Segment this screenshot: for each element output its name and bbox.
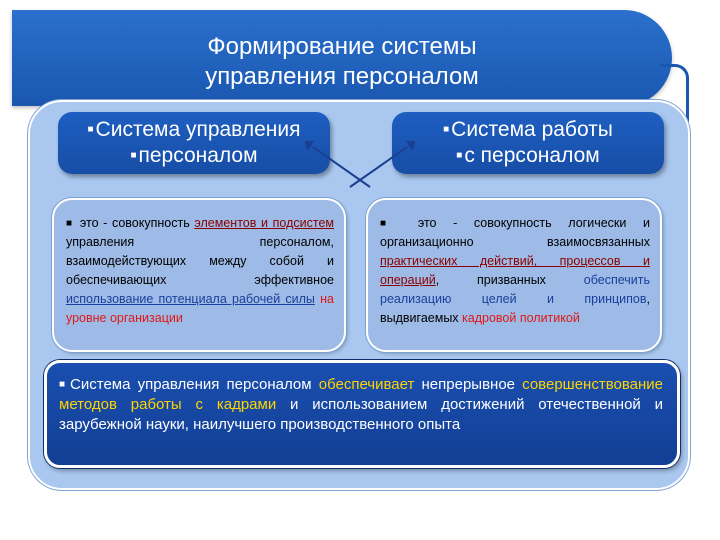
def-right-t1: это - совокупность логически и организационно взаимосвязанных — [380, 216, 650, 250]
left-header-line-1: Система управления — [95, 118, 301, 141]
header-personnel-management-system — [58, 112, 330, 174]
summary-t2: обеспечивает — [318, 376, 415, 393]
square-bullet-icon: ■ — [380, 218, 400, 230]
summary-text — [59, 375, 663, 435]
def-left-t1: это - совокупность — [79, 216, 195, 230]
square-bullet-icon: ■ — [443, 124, 450, 136]
right-header-line-2: с персоналом — [464, 144, 600, 167]
right-header-line-1: Система работы — [451, 118, 613, 141]
definition-text-right — [380, 214, 650, 328]
def-right-t2: практических действий, процессов и операций — [380, 254, 650, 288]
def-right-t4: обеспечить реализацию целей и принципов — [380, 273, 650, 307]
definition-box-left — [52, 198, 346, 352]
def-right-t6: кадровой политикой — [462, 311, 580, 326]
summary-t5: и использованием достижений отечественной и зарубежной науки, наилучшего производственного опыта — [59, 396, 664, 434]
title-banner — [12, 10, 672, 106]
summary-t3: непрерывное — [414, 376, 523, 393]
left-rail — [0, 0, 12, 540]
page-title — [12, 32, 672, 92]
def-right-t3: , призванных — [435, 273, 584, 288]
def-left-t4: использование потенциала рабочей силы — [66, 292, 315, 307]
summary-t4: совершенствование методов работы с кадрами — [59, 376, 663, 414]
def-right-t5: , выдвигаемых — [380, 292, 650, 326]
title-line-1: Формирование системы — [207, 33, 477, 60]
definition-box-right — [366, 198, 662, 352]
summary-t1: Система управления персоналом — [70, 376, 319, 393]
def-left-t5: на уровне организации — [66, 292, 334, 326]
title-line-2: управления персоналом — [205, 63, 479, 90]
def-left-t2: элементов и подсистем — [194, 216, 334, 230]
summary-box — [44, 360, 680, 468]
left-header-line-2: персоналом — [138, 144, 258, 167]
square-bullet-icon: ■ — [59, 379, 69, 391]
square-bullet-icon: ■ — [87, 124, 94, 136]
square-bullet-icon: ■ — [66, 218, 74, 230]
square-bullet-icon: ■ — [130, 150, 137, 162]
header-personnel-work-system — [392, 112, 664, 174]
def-left-t3: управления персоналом, взаимодействующих между собой и обеспечивающих эффективное — [66, 235, 334, 288]
square-bullet-icon: ■ — [456, 150, 463, 162]
definition-text-left — [66, 214, 334, 328]
